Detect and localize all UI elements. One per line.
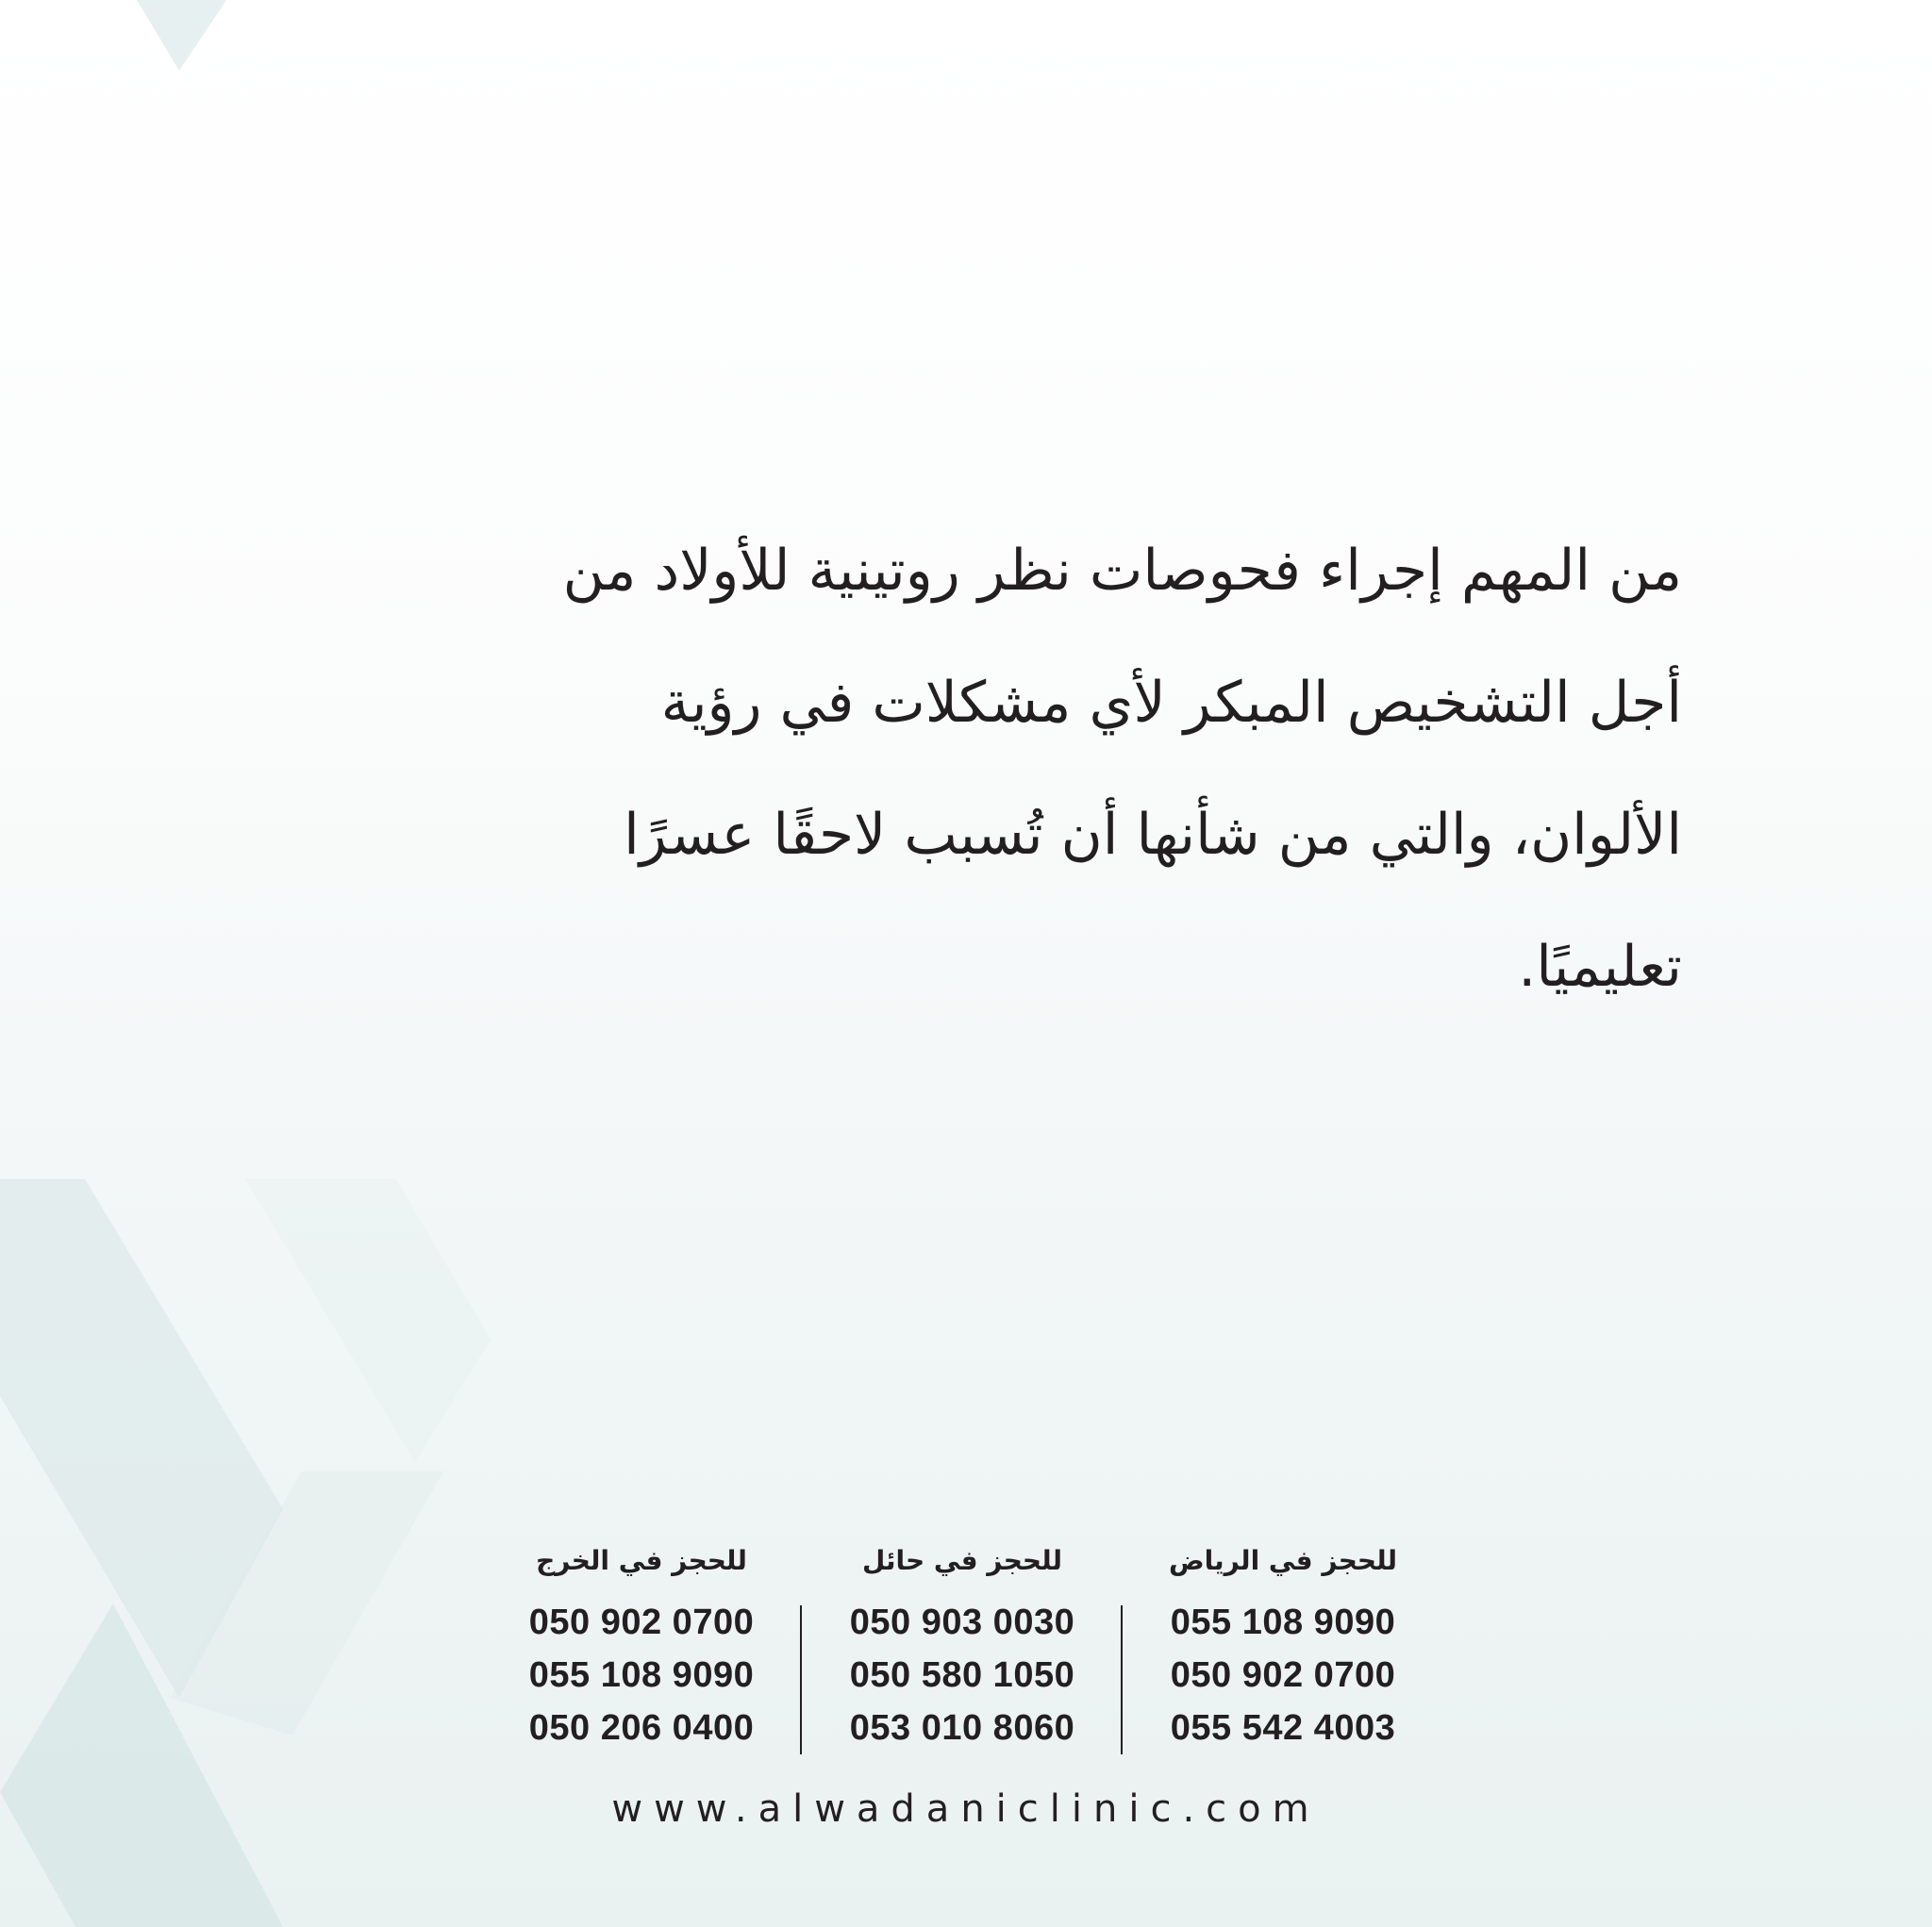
- phone-number[interactable]: 055 108 9090: [528, 1655, 755, 1695]
- phone-list: [1141, 1596, 1424, 1754]
- main-text-line: من المهم إجراء فحوصات نظر روتينية للأولاد من: [562, 538, 1682, 604]
- website-link[interactable]: www.alwadaniclinic.com: [611, 1787, 1321, 1831]
- main-text-block: [173, 505, 1682, 1033]
- phone-number[interactable]: 055 542 4003: [1170, 1708, 1396, 1748]
- column-divider: [1121, 1605, 1123, 1754]
- main-text-line: تعليميًا.: [1518, 934, 1682, 1000]
- phone-number[interactable]: 050 580 1050: [849, 1655, 1075, 1695]
- column-heading: للحجز في الخرج: [536, 1545, 747, 1576]
- phone-list: [500, 1596, 783, 1754]
- phone-number[interactable]: 050 903 0030: [849, 1603, 1075, 1642]
- phone-number[interactable]: 050 902 0700: [1170, 1655, 1396, 1695]
- phone-number[interactable]: 050 902 0700: [528, 1603, 755, 1642]
- main-text-line: الألوان، والتي من شأنها أن تُسبب لاحقًا عسرًا: [624, 802, 1682, 868]
- phone-number[interactable]: 055 108 9090: [1170, 1603, 1396, 1642]
- column-divider: [800, 1605, 802, 1754]
- main-text-line: أجل التشخيص المبكر لأي مشكلات في رؤية: [660, 670, 1682, 736]
- top-triangle-decoration: [137, 0, 226, 71]
- column-heading: للحجز في الرياض: [1168, 1545, 1398, 1576]
- phone-number[interactable]: 050 206 0400: [528, 1708, 755, 1748]
- column-heading: للحجز في حائل: [861, 1545, 1063, 1576]
- booking-contacts: [509, 1537, 1424, 1764]
- ribbon-shape-left: [0, 1179, 283, 1698]
- contact-column-hail: [821, 1537, 1104, 1754]
- contact-column-riyadh: [1141, 1537, 1424, 1754]
- ribbon-shape-faint: [245, 1179, 491, 1462]
- phone-number[interactable]: 053 010 8060: [849, 1708, 1075, 1748]
- ribbon-shape-bottom: [0, 1603, 283, 1927]
- contact-column-kharj: [500, 1537, 783, 1754]
- ribbon-shape-lower: [170, 1471, 443, 1736]
- phone-list: [821, 1596, 1104, 1754]
